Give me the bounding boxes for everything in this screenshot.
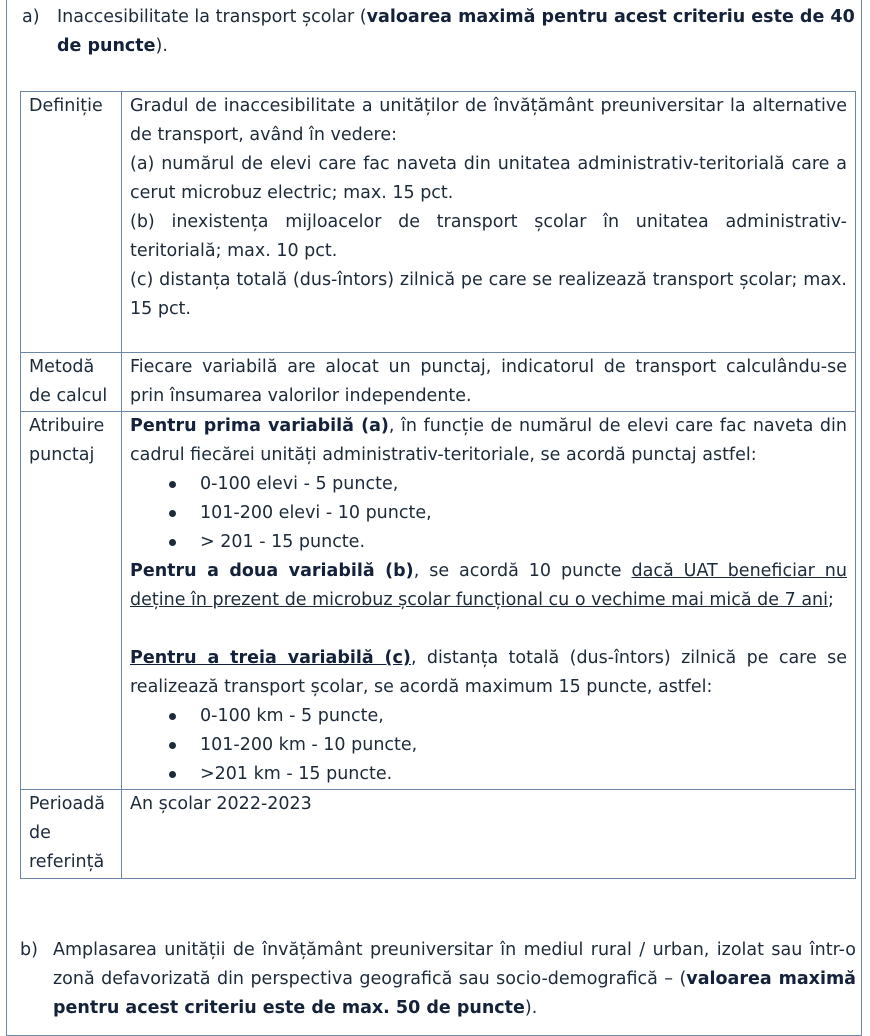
metoda-label: Metodă de calcul — [21, 353, 122, 412]
definitie-intro: Gradul de inaccesibilitate a unităților de învățământ preuniversitar la alternative de transport, având în vedere: — [130, 96, 847, 145]
metoda-value: Fiecare variabilă are alocat un punctaj, indicatorul de transport calculându-se prin însumarea valorilor independente. — [122, 353, 856, 412]
row-metoda — [21, 353, 856, 412]
row-atribuire — [21, 412, 856, 790]
row-perioada — [21, 790, 856, 879]
criterion-a-max-score: valoarea maximă pentru acest criteriu este de 40 de puncte — [57, 7, 855, 56]
criterion-b-text: Amplasarea unității de învățământ preuniversitar în mediul rural / urban, izolat sau într-o zonă defavorizată din perspectiva geografică sau socio-demografică – (valoarea maximă pentru acest criteriu este de max. 50 de puncte). — [53, 940, 856, 1018]
criterion-b-label: b) — [20, 940, 38, 960]
row-definitie — [21, 92, 856, 353]
definitie-value — [122, 92, 856, 353]
variable-c-text: Pentru a treia variabilă (c), distanța totală (dus-întors) zilnică pe care se realizează transport școlar, se acordă maximum 15 puncte, astfel: — [130, 648, 847, 697]
variable-c-list — [130, 702, 847, 789]
list-item: 0-100 elevi - 5 puncte, — [200, 470, 847, 499]
definitie-item-c: (c) distanța totală (dus-întors) zilnică pe care se realizează transport școlar; max. 15 pct. — [130, 270, 847, 319]
atribuire-value — [122, 412, 856, 790]
criterion-a-label: a) — [22, 7, 40, 27]
perioada-value: An școlar 2022-2023 — [122, 790, 856, 879]
list-item: 101-200 km - 10 puncte, — [200, 731, 847, 760]
criterion-a-text: Inaccesibilitate la transport școlar (valoarea maximă pentru acest criteriu este de 40 de puncte). — [57, 7, 855, 56]
definitie-item-a: (a) numărul de elevi care fac naveta din unitatea administrativ-teritorială care a cerut microbuz electric; max. 15 pct. — [130, 154, 847, 203]
definitie-label: Definiție — [21, 92, 122, 353]
list-item: 0-100 km - 5 puncte, — [200, 702, 847, 731]
list-item: >201 km - 15 puncte. — [200, 760, 847, 789]
variable-a-text: Pentru prima variabilă (a), în funcție de numărul de elevi care fac naveta din cadrul fiecărei unități administrativ-teritoriale, se acordă punctaj astfel: — [130, 416, 847, 465]
variable-a-list — [130, 470, 847, 557]
atribuire-label: Atribuire punctaj — [21, 412, 122, 790]
list-item: > 201 - 15 puncte. — [200, 528, 847, 557]
list-item: 101-200 elevi - 10 puncte, — [200, 499, 847, 528]
definitie-item-b: (b) inexistența mijloacelor de transport școlar în unitatea administrativ-teritorială; max. 10 pct. — [130, 212, 847, 261]
criterion-b-max-score: valoarea maximă pentru acest criteriu este de max. 50 de puncte — [53, 969, 856, 1018]
perioada-label: Perioadă de referință — [21, 790, 122, 879]
criterion-a-table — [20, 91, 856, 879]
variable-b-text: Pentru a doua variabilă (b), se acordă 10 puncte dacă UAT beneficiar nu deține în prezent de microbuz școlar funcțional cu o vechime mai mică de 7 ani; — [130, 561, 847, 610]
